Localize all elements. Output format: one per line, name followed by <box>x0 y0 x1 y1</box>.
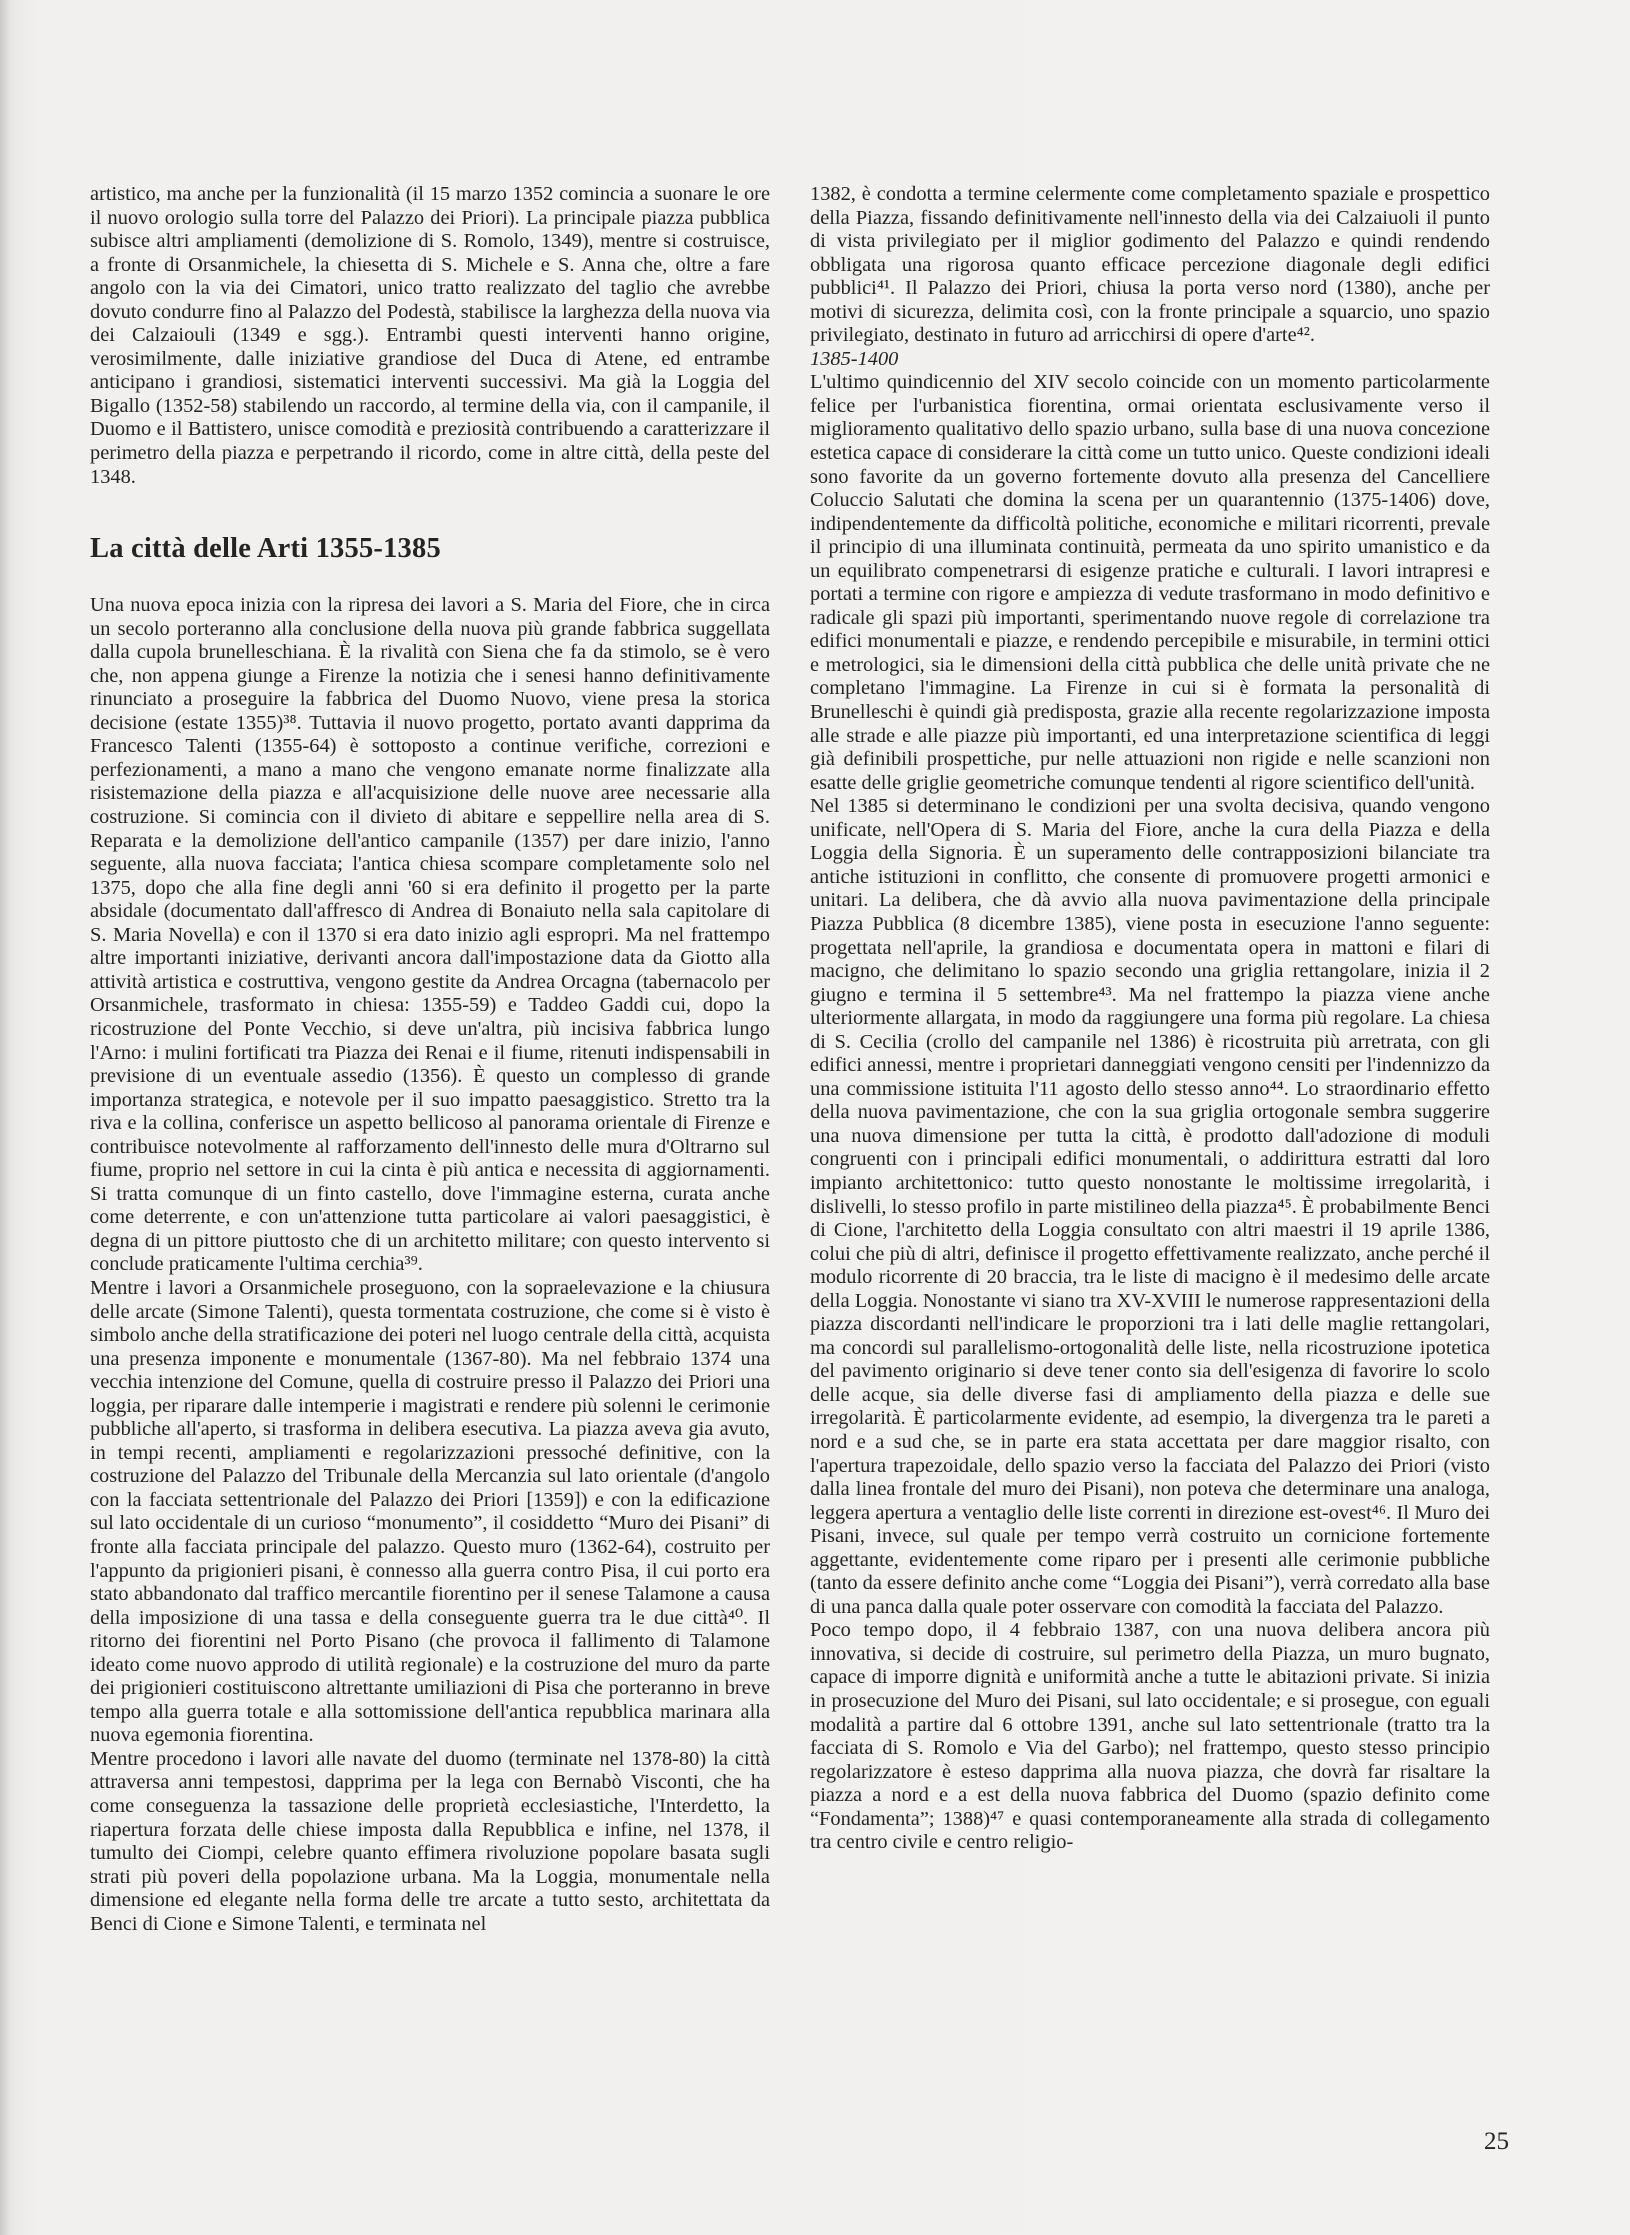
section-heading: La città delle Arti 1355-1385 <box>90 533 441 565</box>
body-paragraph: Mentre i lavori a Orsanmichele proseguono, con la sopraelevazione e la chiusura delle arcate (Simone Talenti), questa tormentata costruzione, che come si è visto è simbolo anche della stratificazione dei poteri nel luogo centrale della città, acquista una presenza imponente e monumentale (1367-80). Ma nel febbraio 1374 una vecchia intenzione del Comune, quella di costruire presso il Palazzo dei Priori una loggia, per riparare dalle intemperie i magistrati e rendere più solenni le cerimonie pubbliche all'aperto, si trasforma in delibera esecutiva. La piazza aveva gia avuto, in tempi recenti, ampliamenti e regolarizzazioni pressoché definitive, con la costruzione del Palazzo del Tribunale della Mercanzia sul lato orientale (d'angolo con la facciata settentrionale del Palazzo dei Priori [1359]) e con la edificazione sul lato occidentale di un curioso “monumento”, il cosiddetto “Muro dei Pisani” di fronte alla facciata principale del palazzo. Questo muro (1362-64), costruito per l'appunto da prigionieri pisani, è connesso alla guerra contro Pisa, il cui porto era stato abbandonato dal traffico mercantile fiorentino per il senese Talamone a causa della imposizione di una tassa e della conseguente guerra tra le due città⁴⁰. Il ritorno dei fiorentini nel Porto Pisano (che provoca il fallimento di Talamone ideato come nuovo approdo di utilità regionale) e la costruzione del muro da parte dei prigionieri costituiscono altrettante umiliazioni di Pisa che porteranno in breve tempo alla guerra totale e alla sottomissione dell'antica repubblica marinara alla nuova egemonia fiorentina. <box>90 1276 770 1747</box>
period-subheading: 1385-1400 <box>810 347 899 370</box>
body-paragraph: artistico, ma anche per la funzionalità (il 15 marzo 1352 comincia a suonare le ore il nuovo orologio sulla torre del Palazzo dei Priori). La principale piazza pubblica subisce altri ampliamenti (demolizione di S. Romolo, 1349), mentre si costruisce, a fronte di Orsanmichele, la chiesetta di S. Michele e S. Anna che, oltre a fare angolo con la via dei Cimatori, unico tratto realizzato del taglio che avrebbe dovuto condurre fino al Palazzo del Podestà, stabilisce la larghezza della nuova via dei Calzaiouli (1349 e sgg.). Entrambi questi interventi hanno origine, verosimilmente, dalle iniziative grandiose del Duca di Atene, ed entrambe anticipano i grandiosi, sistematici interventi successivi. Ma già la Loggia del Bigallo (1352-58) stabilendo un raccordo, al termine della via, con il campanile, il Duomo e il Battistero, unisce comodità e preziosità contribuendo a caratterizzare il perimetro della piazza e perpetrando il ricordo, come in altre città, della peste del 1348. <box>90 183 770 488</box>
right-column <box>810 183 1490 1855</box>
body-paragraph: Una nuova epoca inizia con la ripresa dei lavori a S. Maria del Fiore, che in circa un secolo porteranno alla conclusione della nuova più grande fabbrica suggellata dalla cupola brunelleschiana. È la rivalità con Siena che fa da stimolo, se è vero che, non appena giunge a Firenze la notizia che i senesi hanno definitivamente rinunciato a proseguire la fabbrica del Duomo Nuovo, viene presa la storica decisione (estate 1355)³⁸. Tuttavia il nuovo progetto, portato avanti dapprima da Francesco Talenti (1355-64) è sottoposto a continue verifiche, correzioni e perfezionamenti, a mano a mano che vengono emanate norme finalizzate alla risistemazione della piazza e all'acquisizione delle nuove aree necessarie alla costruzione. Si comincia con il divieto di abitare e seppellire nella area di S. Reparata e la demolizione dell'antico campanile (1357) per dare inizio, l'anno seguente, alla nuova facciata; l'antica chiesa scompare completamente solo nel 1375, dopo che alla fine degli anni '60 si era definito il progetto per la parte absidale (documentato dall'affresco di Andrea di Bonaiuto nella sala capitolare di S. Maria Novella) e con il 1370 si era dato inizio agli espropri. Ma nel frattempo altre importanti iniziative, derivanti ancora dall'impostazione data da Giotto alla attività artistica e costruttiva, vengono gestite da Andrea Orcagna (tabernacolo per Orsanmichele, trasformato in chiesa: 1355-59) e Taddeo Gaddi cui, dopo la ricostruzione del Ponte Vecchio, si deve un'altra, più incisiva fabbrica lungo l'Arno: i mulini fortificati tra Piazza dei Renai e il fiume, ritenuti indispensabili in previsione di un eventuale assedio (1356). È questo un complesso di grande importanza strategica, e notevole per il suo impatto paesaggistico. Stretto tra la riva e la collina, conferisce un aspetto bellicoso al panorama orientale di Firenze e contribuisce notevolmente al rafforzamento dell'innesto delle mura d'Oltrarno sul fiume, proprio nel settore in cui la cinta è più antica e necessita di aggiornamenti. Si tratta comunque di un finto castello, dove l'immagine esterna, curata anche come deterrente, e con un'attenzione tutta particolare ai valori paesaggistici, è degna di un pittore piuttosto che di un architetto militare; con questo intervento si conclude praticamente l'ultima cerchia³⁹. <box>90 594 770 1276</box>
body-paragraph: L'ultimo quindicennio del XIV secolo coincide con un momento particolarmente felice per l'urbanistica fiorentina, ormai orientata esclusivamente verso il miglioramento qualitativo dello spazio urbano, sulla base di una nuova concezione estetica capace di considerare la città come un tutto unico. Queste condizioni ideali sono favorite da un governo fortemente dovuto alla presenza del Cancelliere Coluccio Salutati che domina la scena per un quarantennio (1375-1406) dove, indipendentemente da difficoltà politiche, economiche e militari ricorrenti, prevale il principio di una illuminata continuità, permeata da uno spirito umanistico e da un equilibrato compenetrarsi di esigenze pratiche e culturali. I lavori intrapresi e portati a termine con rigore e ampiezza di vedute trasformano in modo definitivo e radicale gli spazi più importanti, sperimentando nuove regole di correlazione tra edifici monumentali e piazze, e rendendo percepibile e misurabile, in termini ottici e metrologici, sia le dimensioni della città pubblica che delle unità private che ne completano l'immagine. La Firenze in cui si è formata la personalità di Brunelleschi è quindi già predisposta, grazie alla recente regolarizzazione imposta alle strade e alle piazze più importanti, ed una interpretazione scientifica di leggi già definibili prospettiche, pur nelle attuazioni non rigide e nelle scanzioni non esatte delle griglie geometriche comunque tendenti al rigore scientifico dell'unità. <box>810 371 1490 794</box>
body-paragraph: Poco tempo dopo, il 4 febbraio 1387, con una nuova delibera ancora più innovativa, si decide di costruire, sul perimetro della Piazza, un muro bugnato, capace di imporre dignità e uniformità anche a tutte le abitazioni private. Si inizia in prosecuzione del Muro dei Pisani, sul lato occidentale; e si prosegue, con eguali modalità a partire dal 6 ottobre 1391, anche sul lato settentrionale (tratto tra la facciata di S. Romolo e Via del Garbo); nel frattempo, questo stesso principio regolarizzatore è esteso dapprima alla nuova piazza, che dovrà far risaltare la piazza a nord e a est della nuova fabbrica del Duomo (spazio definito come “Fondamenta”; 1388)⁴⁷ e quasi contemporaneamente alla strada di collegamento tra centro civile e centro religio- <box>810 1619 1490 1854</box>
body-paragraph: Nel 1385 si determinano le condizioni per una svolta decisiva, quando vengono unificate, nell'Opera di S. Maria del Fiore, anche la cura della Piazza e della Loggia della Signoria. È un superamento delle contrapposizioni bilanciate tra antiche istituzioni in conflitto, che consente di promuovere progetti armonici e unitari. La delibera, che dà avvio alla nuova pavimentazione della principale Piazza Pubblica (8 dicembre 1385), viene posta in esecuzione l'anno seguente: progettata nell'aprile, la grandiosa e documentata opera in mattoni e filari di macigno, che delimitano lo spazio secondo una griglia rettangolare, inizia il 2 giugno e termina il 5 settembre⁴³. Ma nel frattempo la piazza viene anche ulteriormente allargata, in modo da raggiungere una forma più regolare. La chiesa di S. Cecilia (crollo del campanile nel 1386) è ricostruita più arretrata, con gli edifici annessi, mentre i proprietari danneggiati vengono censiti per l'indennizzo da una commissione istituita l'11 agosto dello stesso anno⁴⁴. Lo straordinario effetto della nuova pavimentazione, che con la sua griglia ortogonale sembra suggerire una nuova dimensione per tutta la città, è prodotto dall'adozione di moduli congruenti con i principali edifici monumentali, o addirittura estratti dal loro impianto architettonico: tutto questo nonostante le moltissime irregolarità, i dislivelli, lo stesso profilo in parte mistilineo della piazza⁴⁵. È probabilmente Benci di Cione, l'architetto della Loggia consultato con altri maestri il 19 aprile 1386, colui che più di altri, definisce il progetto effettivamente realizzato, anche perché il modulo ricorrente di 20 braccia, tra le liste di macigno è il medesimo delle arcate della Loggia. Nonostante vi siano tra XV-XVIII le numerose rappresentazioni della piazza discordanti nell'indicare le proporzioni tra i lati delle maglie rettangolari, ma concordi sul parallelismo-ortogonalità delle liste, nella ricostruzione ipotetica del pavimento originario si deve tener conto sia dell'esigenza di favorire lo scolo delle acque, sia delle diverse fasi di ampliamento della piazza e delle sue irregolarità. È particolarmente evidente, ad esempio, la divergenza tra le pareti a nord e a sud che, se in parte era stata accettata per dare maggior risalto, con l'apertura trapezoidale, dello spazio verso la facciata del Palazzo dei Priori (visto dalla linea frontale del muro dei Pisani), non poteva che determinare una analoga, leggera apertura a ventaglio delle liste correnti in direzione est-ovest⁴⁶. Il Muro dei Pisani, invece, sul quale per tempo verrà costruito un cornicione fortemente aggettante, evidentemente come riparo per i presenti alle cerimonie pubbliche (tanto da essere definito anche come “Loggia dei Pisani”), verrà corredato alla base di una panca dalla quale poter osservare con comodità la facciata del Palazzo. <box>810 795 1490 1618</box>
body-paragraph: 1382, è condotta a termine celermente come completamento spaziale e prospettico della Piazza, fissando definitivamente nell'innesto della via dei Calzaiuoli il punto di vista privilegiato per il miglior godimento del Palazzo e quindi rendendo obbligata una rigorosa quanto efficace percezione diagonale degli edifici pubblici⁴¹. Il Palazzo dei Priori, chiusa la porta verso nord (1380), anche per motivi di sicurezza, delimita così, con la fronte principale a squarcio, uno spazio privilegiato, destinato in futuro ad arricchirsi di opere d'arte⁴². <box>810 183 1490 347</box>
page-gutter-shadow <box>0 0 10 2235</box>
body-paragraph: Mentre procedono i lavori alle navate del duomo (terminate nel 1378-80) la città attraversa anni tempestosi, dapprima per la lega con Bernabò Visconti, che ha come conseguenza la tassazione delle proprietà ecclesiastiche, l'Interdetto, la riapertura forzata delle chiese imposta dalla Repubblica e infine, nel 1378, il tumulto dei Ciompi, celebre quanto effimera rivoluzione popolare basata sugli strati più poveri della popolazione urbana. Ma la Loggia, monumentale nella dimensione ed elegante nella forma delle tre arcate a tutto sesto, architettata da Benci di Cione e Simone Talenti, e terminata nel <box>90 1747 770 1935</box>
left-column <box>90 183 770 1936</box>
page-number: 25 <box>1484 2128 1509 2155</box>
